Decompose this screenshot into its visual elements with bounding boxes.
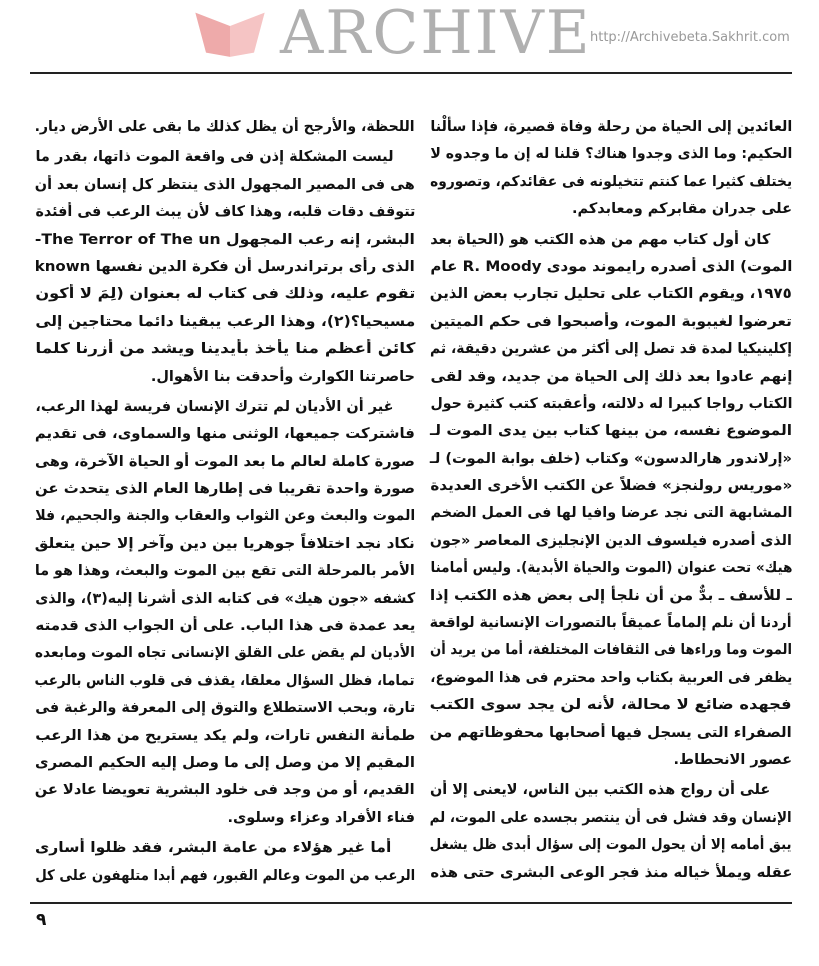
text-line-content: العائدين إلى الحياة من رحلة وفاة قصيرة، فإذا سألْنا — [430, 119, 792, 135]
text-line — [430, 141, 792, 168]
text-line — [430, 832, 792, 859]
text-line-content: يعد عمدة فى هذا الباب. على أن الجواب الذى قدمته — [35, 618, 415, 635]
text-line-content: الموت وما وراءها فى الثقافات المختلفة، أما من يريد أن — [430, 642, 792, 659]
text-line — [35, 723, 415, 750]
text-line-content: هى فى المصير المجهول الذى ينتظر كل إنسان بعد أن — [35, 176, 415, 193]
text-line — [430, 665, 792, 692]
text-line — [430, 805, 792, 832]
text-line-content: هيك» تحت عنوان (الموت والحياة الأبدية). وليس أمامنا — [430, 560, 792, 577]
text-line-content: حاصرتنا الكوارث وأحدقت بنا الأهوال. — [150, 368, 415, 385]
text-line-content: تماما، فظل السؤال معلقا، يقذف فى قلوب الناس بالرعب — [35, 672, 415, 689]
text-line — [430, 169, 792, 196]
text-line — [35, 695, 415, 722]
text-line-content: صورة كاملة لعالم ما بعد الموت أو الحياة الآخرة، وهى — [35, 453, 415, 470]
text-line-content: تتوقف دقات قلبه، وهذا كاف لأن يبث الرعب فى أفئدة — [35, 204, 415, 221]
text-line-content: فجهده ضائع لا محالة، لأنه لن يجد سوى الكتب — [430, 697, 792, 714]
text-line — [35, 668, 415, 695]
text-line-content: إنهم عادوا بعد ذلك إلى الحياة من جديد، وقد لقى — [430, 368, 792, 385]
text-line-content: الذى أصدره فيلسوف الدين الإنجليزى المعاصر «جون — [430, 532, 792, 549]
text-line — [35, 476, 415, 503]
text-line-content: يختلف كثيرا عما كنتم تتخيلونه فى عقائدكم، وتصوروه — [430, 173, 792, 190]
text-line-content: يبق أمامه إلا أن يحول الموت إلى سؤال أبدى ظل يشغل — [430, 837, 792, 854]
text-line — [430, 196, 792, 223]
text-line — [35, 835, 415, 862]
text-line — [35, 558, 415, 585]
text-line-content: كان أول كتاب مهم من هذه الكتب هو (الحياة بعد — [430, 231, 771, 248]
text-line-content: فاشتركت جميعها، الوثنى منها والسماوى، فى تقديم — [35, 426, 415, 443]
text-line — [430, 583, 792, 610]
text-line — [430, 860, 792, 887]
text-line-content: القديم، أو من وجد فى خلود البشرية تعويضا عادلا عن — [35, 782, 415, 799]
text-line — [35, 586, 415, 613]
text-line — [35, 449, 415, 476]
text-line-content: اللحظة، والأرجح أن يظل كذلك ما بقى على الأرض ديار. — [35, 119, 415, 135]
text-line — [430, 281, 792, 308]
text-line — [35, 421, 415, 448]
text-line-content: يظفر فى العربية بكتاب واحد محترم فى هذا الموضوع، — [430, 669, 792, 686]
text-line — [430, 418, 792, 445]
text-line-content: ١٩٧٥، ويقوم الكتاب على تحليل تجارب بعض الذين — [430, 286, 792, 303]
text-line — [430, 309, 792, 336]
text-line — [430, 777, 792, 804]
text-line — [430, 610, 792, 637]
text-line — [35, 640, 415, 667]
text-line — [430, 227, 792, 254]
text-line — [35, 503, 415, 530]
text-line — [35, 364, 415, 391]
text-line — [430, 555, 792, 582]
text-line-content: عصور الانحطاط. — [673, 751, 792, 768]
bottom-rule — [30, 902, 792, 904]
text-line-content: الموضوع نفسه، من بينها كتاب بين يدى الموت لـ — [430, 423, 792, 440]
text-line — [35, 199, 415, 226]
text-line — [35, 777, 415, 804]
text-line — [35, 805, 415, 832]
text-line — [430, 747, 792, 774]
text-line — [430, 720, 792, 747]
text-line — [430, 364, 792, 391]
text-line-content: الرعب من الموت وعالم القبور، فهم أبدا متلهفون على كل — [35, 867, 415, 884]
text-line — [35, 309, 415, 336]
text-line-content: الإنسان وقد فشل فى أن ينتصر بجسده على الموت، لم — [430, 809, 792, 826]
text-line — [430, 336, 792, 363]
text-line-content: غير أن الأديان لم تترك الإنسان فريسة لهذا الرعب، — [35, 398, 394, 415]
text-line-content: إكلينيكيا لمدة قد تصل إلى أكثر من عشرين دقيقة، ثم — [430, 341, 792, 358]
text-line-content: أما غير هؤلاء من عامة البشر، فقد ظلوا أسارى — [34, 840, 392, 857]
text-line — [430, 114, 792, 141]
text-line — [430, 391, 792, 418]
text-line-content: الأديان لم يقض على القلق الإنسانى تجاه الموت ومابعده — [35, 645, 415, 662]
text-line-content: الحكيم: وما الذى وجدوا هناك؟ قلنا له إن ما وجدوه لا — [430, 146, 792, 163]
text-line — [35, 254, 415, 281]
watermark-title: ARCHIVE — [280, 0, 592, 68]
text-line-content: تارة، وبحب الاستطلاع والتوق إلى المعرفة والرغبة فى — [35, 700, 415, 717]
text-line-content: كائن أعظم منا يأخذ بأيدينا ويشد من أزرنا كلما — [34, 341, 415, 358]
right-text-column — [430, 114, 792, 887]
text-line-content: عقله ويملأ خياله منذ فجر الوعى البشرى حتى هذه — [430, 864, 792, 881]
left-text-column — [35, 114, 415, 890]
text-line-content: ـ للأسف ـ بدٌّ من أن نلجأ إلى بعض هذه الكتب إذا — [430, 587, 792, 604]
text-line — [430, 254, 792, 281]
text-line — [35, 281, 415, 308]
text-line — [35, 144, 415, 171]
text-line-content: الموت والبعث وعن الثواب والعقاب والجنة والجحيم، فلا — [35, 508, 415, 525]
text-line — [35, 394, 415, 421]
text-line-content: المشابهة التى نجد عرضا وافيا لها فى العمل الضخم — [430, 505, 792, 522]
text-line — [430, 446, 792, 473]
text-line-content: الكتاب رواجا كبيرا له دلالته، وأعقبته كتب كثيرة حول — [430, 395, 792, 412]
text-line-content: فناء الأفراد وعزاء وسلوى. — [227, 809, 415, 826]
text-line-content: صورة واحدة تقريبا فى إطارها العام الذى يتحدث عن — [34, 481, 415, 498]
text-line-content: مسيحيا؟(٢)، وهذا الرعب يبقينا دائما محتاجين إلى — [35, 313, 415, 330]
text-line — [35, 114, 415, 141]
text-line — [35, 172, 415, 199]
text-line — [35, 336, 415, 363]
text-line-content: على أن رواج هذه الكتب بين الناس، لايعنى إلا أن — [430, 782, 771, 799]
watermark-url: http://Archivebeta.Sakhrit.com — [590, 30, 790, 45]
text-line-content: تعرضوا لغيبوبة الموت، وأصبحوا فى حكم الميتين — [429, 313, 792, 330]
text-line-content: «إرلاندور هارالدسون» وكتاب (خلف بوابة الموت) لـ — [430, 450, 792, 467]
text-line-content: على جدران مقابركم ومعابدكم. — [571, 201, 792, 218]
text-line-content: تقوم عليه، وذلك فى كتاب له بعنوان (لِمَ لا أكون — [35, 286, 415, 303]
text-line-content: نكاد نجد اختلافاً جوهريا بين دين وآخر إلا حين يتعلق — [34, 535, 415, 552]
text-line-content: البشر، إنه رعب المجهول The Terror of The un- — [35, 231, 415, 248]
text-line-content: أردنا أن نلم إلماماً عميقاً بالتصورات الإنسانية لواقعة — [430, 615, 792, 632]
text-line — [35, 227, 415, 254]
text-line — [430, 637, 792, 664]
text-line — [430, 500, 792, 527]
text-line-content: ليست المشكلة إذن فى واقعة الموت ذاتها، بقدر ما — [35, 149, 394, 166]
text-line — [35, 613, 415, 640]
text-line-content: الصفراء التى يسجل فيها أصحابها محفوظاتهم من — [429, 724, 792, 741]
text-line-content: الأمر بالمرحلة التى تقع بين الموت والبعث، وهذا هو ما — [35, 563, 415, 580]
text-line — [35, 750, 415, 777]
text-line-content: كشفه «جون هيك» فى كتابه الذى أشرنا إليه(٣)، والذى — [35, 590, 415, 607]
text-line-content: «موريس رولنجز» فضلاً عن الكتب الأخرى العديدة — [430, 478, 792, 495]
text-line — [35, 531, 415, 558]
text-line — [430, 692, 792, 719]
text-line — [430, 473, 792, 500]
page-number: ٩ — [36, 910, 47, 930]
text-line — [35, 863, 415, 890]
text-line-content: المقيم إلا من وصل إلى ما وصل إليه الحكيم المصرى — [35, 754, 415, 771]
text-line-content: طمأنة النفس تارات، ولم يكد يستريح من هذا الرعب — [35, 727, 415, 744]
text-line — [430, 528, 792, 555]
archive-book-logo-icon — [190, 8, 270, 60]
text-line-content: الذى رأى برتراندرسل أن فكرة الدين نفسها known — [35, 258, 415, 275]
text-line-content: الموت) الذى أصدره رايموند مودى R. Moody عام — [430, 258, 792, 275]
top-rule — [30, 72, 792, 74]
